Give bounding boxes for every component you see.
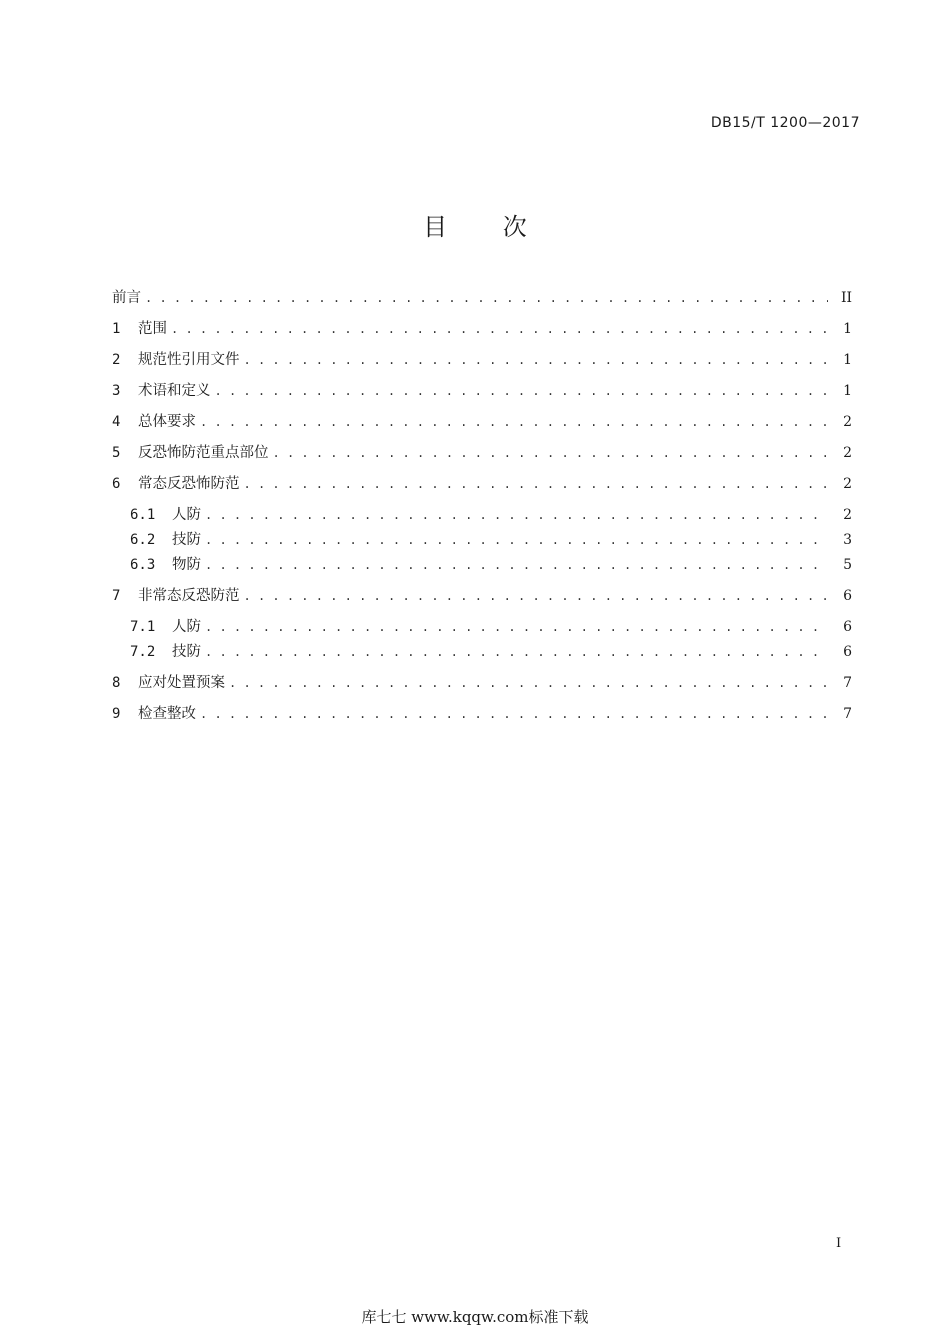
toc-entry-number: 6.3 [130,557,156,573]
toc-entry-label: 技防 [172,532,201,548]
toc-entry-6-1[interactable] [130,505,852,525]
toc-leader-dots [205,505,828,525]
toc-entry-number: 7 [112,588,121,604]
toc-entry-page: 2 [843,507,852,523]
toc-title: 目 次 [423,213,551,241]
toc-entry-9[interactable] [112,704,852,724]
toc-entry-1[interactable] [112,319,852,339]
toc-leader-dots [205,555,828,575]
toc-entry-number: 7.2 [130,644,156,660]
toc-entry-label: 术语和定义 [138,383,211,399]
doc-code: DB15/T 1200—2017 [710,115,860,131]
toc-entry-8[interactable] [112,673,852,693]
toc-entry-page: 6 [843,644,852,660]
toc-entry-2[interactable] [112,350,852,370]
toc-leader-dots [200,704,828,724]
toc-entry-label: 规范性引用文件 [138,352,240,368]
toc-entry-7[interactable] [112,586,852,606]
toc-entry-page: 6 [843,619,852,635]
toc-entry-number: 2 [112,352,121,368]
toc-leader-dots [244,474,829,494]
toc-entry-number: 7.1 [130,619,156,635]
toc-entry-label: 人防 [172,619,201,635]
toc-leader-dots [205,642,828,662]
toc-entry-4[interactable] [112,412,852,432]
toc-entry-page: 1 [843,352,852,368]
toc-entry-label: 范围 [138,321,167,337]
toc-entry-page: 1 [843,321,852,337]
toc-entry-page: 3 [843,532,852,548]
toc-entry-foreword[interactable] [112,288,852,308]
toc-entry-number: 9 [112,706,121,722]
toc-leader-dots [200,412,828,432]
toc-entry-label: 人防 [172,507,201,523]
toc-entry-7-1[interactable] [130,617,852,637]
toc-entry-number: 6.1 [130,507,156,523]
toc-entry-label: 总体要求 [138,414,196,430]
toc-entry-number: 4 [112,414,121,430]
toc-leader-dots [145,288,828,308]
toc-leader-dots [171,319,828,339]
toc-leader-dots [273,443,829,463]
toc-leader-dots [244,350,829,370]
toc-entry-page: 5 [843,557,852,573]
toc-entry-5[interactable] [112,443,852,463]
toc-entry-page: II [840,290,852,306]
toc-entry-page: 2 [843,476,852,492]
toc-entry-page: 7 [843,675,852,691]
toc-entry-page: 2 [843,445,852,461]
toc-entry-label: 反恐怖防范重点部位 [138,445,269,461]
toc-entry-3[interactable] [112,381,852,401]
toc-entry-number: 6.2 [130,532,156,548]
toc-leader-dots [229,673,828,693]
toc-entry-label: 物防 [172,557,201,573]
toc-leader-dots [244,586,829,606]
toc-entry-label: 前言 [112,290,141,306]
page-number: I [836,1236,842,1251]
toc-entry-label: 检查整改 [138,706,196,722]
toc-entry-page: 2 [843,414,852,430]
toc-entry-number: 1 [112,321,121,337]
toc-entry-number: 8 [112,675,121,691]
toc-leader-dots [205,617,828,637]
toc-entry-number: 5 [112,445,121,461]
toc-entry-6[interactable] [112,474,852,494]
toc-entry-page: 7 [843,706,852,722]
table-of-contents [112,0,852,1344]
toc-entry-label: 常态反恐怖防范 [138,476,240,492]
toc-entry-6-3[interactable] [130,555,852,575]
toc-entry-number: 3 [112,383,121,399]
toc-entry-label: 应对处置预案 [138,675,225,691]
toc-entry-number: 6 [112,476,121,492]
toc-entry-7-2[interactable] [130,642,852,662]
toc-leader-dots [205,530,828,550]
toc-entry-6-2[interactable] [130,530,852,550]
toc-entry-page: 6 [843,588,852,604]
toc-leader-dots [215,381,829,401]
footer-watermark-text: 库七七 www.kqqw.com标准下载 [361,1308,589,1326]
toc-entry-label: 非常态反恐防范 [138,588,240,604]
toc-entry-page: 1 [843,383,852,399]
toc-entry-label: 技防 [172,644,201,660]
